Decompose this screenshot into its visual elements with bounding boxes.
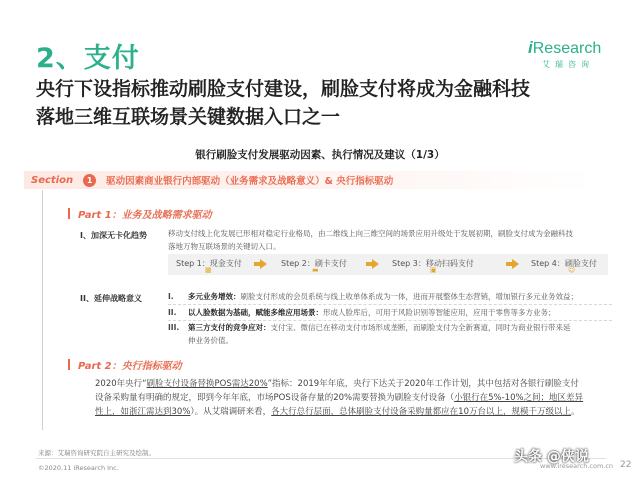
cash-icon: ▦: [205, 266, 212, 274]
list-item-bold: 第三方支付的竞争应对：: [188, 323, 271, 332]
underlined-text: 各大行总行层面，总体刷脸支付设备采购量都应在10万台以上，规模千万级以上: [271, 407, 571, 417]
part-2-heading: [68, 357, 182, 372]
headline-line-1: 央行下设指标推动刷脸支付建设，刷脸支付将成为金融科技: [36, 78, 531, 100]
timeline-line: [42, 190, 43, 430]
logo-rest: Research: [532, 40, 602, 57]
step-2: Step 2：刷卡支付: [281, 259, 347, 268]
label-strategic-meaning: II、延伸战略意义: [80, 294, 142, 303]
step-3: Step 3：移动扫码支付: [392, 259, 474, 268]
arrow-right-icon: [372, 259, 379, 269]
list-item-body: 刷脸支付形成的会员系统与线上收单体系成为一体，进而开展整体生态营销，增加银行多元业务效益；: [240, 292, 578, 301]
underlined-text: 小银行在5%-10%之间；地区差异: [454, 393, 584, 403]
cardless-paragraph: [168, 227, 612, 253]
headline: [36, 75, 616, 131]
step-4: Step 4：刷脸支付: [531, 259, 597, 268]
list-item-bold: 以人脸数据为基础，赋能多维应用场景：: [188, 308, 323, 317]
label-cardless-trend: I、加深无卡化趋势: [80, 231, 147, 240]
central-bank-paragraph: [95, 377, 615, 419]
part-1-heading-text: Part 1：业务及战略需求驱动: [78, 210, 212, 221]
face-icon: ☺: [568, 266, 576, 274]
list-item-body-cont: 伸业务价值。: [188, 336, 233, 345]
list-item-number: III.: [168, 323, 180, 332]
payment-steps: [168, 254, 608, 275]
arrow-right-icon: [260, 259, 267, 269]
section-title: 2、支付: [36, 43, 140, 74]
part-marker-icon: [68, 359, 70, 370]
section-word: Section: [31, 174, 74, 186]
part-marker-icon: [68, 208, 70, 219]
logo-wordmark: [528, 38, 608, 58]
paragraph-line-1: [95, 377, 615, 391]
list-item-body: 支付宝、微信已在移动支付市场形成垄断，而刷脸支付为全新赛道，同时为商业银行带来延: [270, 323, 571, 332]
text-fragment: 设备采购量有明确的规定，即到今年年底，市场POS设备存量的20%需要替换为刷脸支付设备（: [95, 393, 455, 403]
website-link: www.iresearch.com.cn: [540, 462, 614, 470]
list-item-bold: 多元业务增效：: [188, 292, 241, 301]
iresearch-logo: [528, 38, 608, 72]
list-item-text: [188, 290, 612, 303]
list-divider: [168, 304, 612, 305]
text-fragment: ）。从艾瑞调研来看，: [190, 407, 272, 417]
section-number-badge: 1: [83, 174, 96, 187]
source-note: 来源：艾瑞咨询研究院自主研究及绘制。: [38, 449, 155, 457]
list-item-number: II.: [168, 308, 177, 317]
page-number: 22: [620, 460, 632, 470]
cardless-paragraph-line-2: 落地万物互联场景的关键切入口。: [168, 242, 281, 251]
section-text: 驱动因素商业银行内部驱动（业务需求及战略意义）& 央行指标驱动: [106, 176, 394, 187]
text-fragment: ”指标：2019年年底，央行下达关于2020年工作计划，其中包括对各银行刷脸支付: [267, 379, 579, 389]
text-fragment: 2020年央行“: [95, 379, 147, 389]
headline-line-2: 落地三维互联场景关键数据入口之一: [36, 106, 341, 128]
step-1: Step 1：现金支付: [176, 259, 242, 268]
part-1-heading: [68, 206, 212, 221]
watermark: 头条 @侠说: [514, 449, 589, 465]
underlined-text: 刷脸支付设备替换POS需达20%: [146, 379, 268, 389]
list-item-number: I.: [168, 292, 174, 301]
paragraph-line-3: [95, 405, 615, 419]
qr-code-icon: ▣: [430, 266, 437, 274]
card-icon: ▬: [312, 266, 319, 274]
list-item-text: [188, 321, 612, 347]
arrow-right-icon: [512, 259, 519, 269]
slide-title: 银行刷脸支付发展驱动因素、执行情况及建议（1/3）: [195, 149, 445, 161]
part-2-heading-text: Part 2：央行指标驱动: [78, 361, 182, 372]
underlined-text: 性上，如浙江需达到30%: [95, 407, 191, 417]
copyright: ©2020.11 iResearch Inc.: [38, 464, 119, 472]
logo-i: i: [528, 38, 533, 57]
list-item-body: 形成人脸库后，可用于风险识别等智能应用，应用于零售等多方业务；: [323, 308, 556, 317]
cardless-paragraph-line-1: 移动支付线上化发展已形相对稳定行业格局，由二维线上向三维空间的场景应用升级处于发展初期，刷脸支付成为金融科技: [168, 229, 573, 238]
list-item-text: [188, 306, 612, 319]
section-bar: [24, 171, 594, 189]
logo-subtitle: 艾瑞咨询: [542, 60, 594, 69]
text-fragment: 。: [571, 407, 580, 417]
paragraph-line-2: [95, 391, 615, 405]
